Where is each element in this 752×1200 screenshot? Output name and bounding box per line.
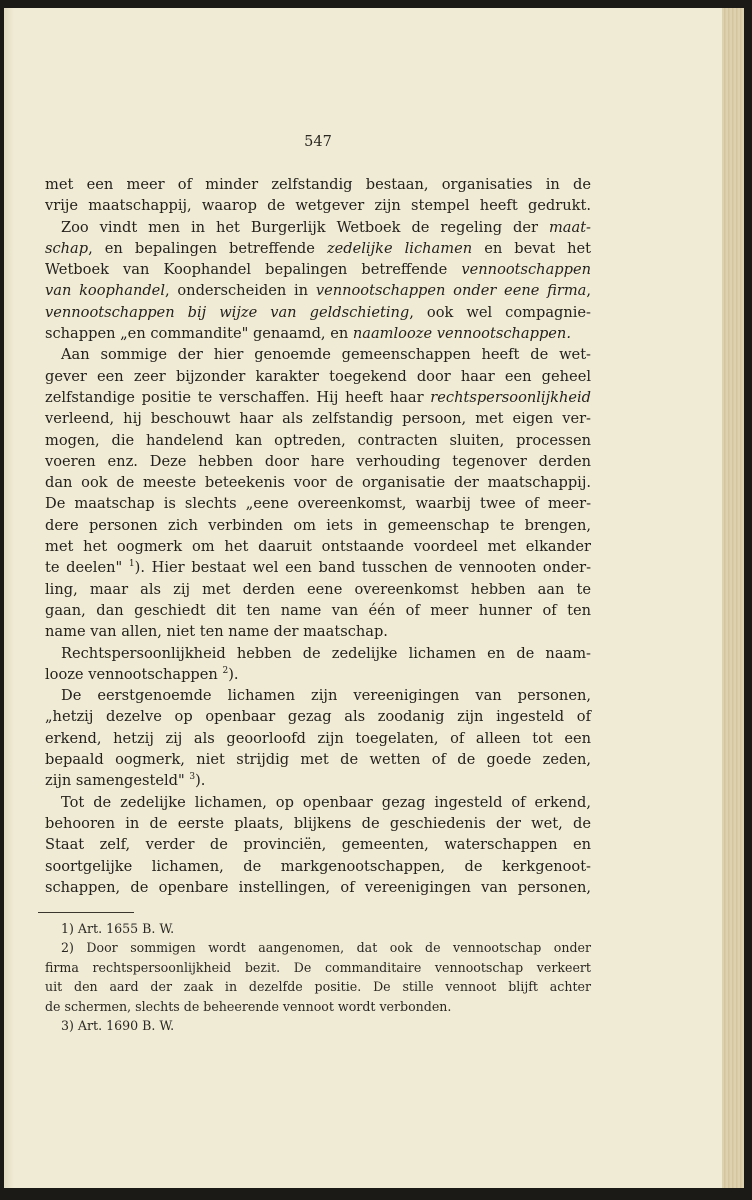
text-line — [45, 664, 591, 685]
text-run: looze vennootschappen — [45, 665, 218, 683]
italic-term: vennootschappen bij wijze van geldschieting — [45, 303, 410, 321]
text-run: schappen „en commandite" genaamd, en — [45, 325, 353, 343]
text-run: ). Hier bestaat wel een band tusschen de vennooten onder- — [134, 559, 592, 577]
footnote-ref[interactable]: 3 — [189, 772, 196, 783]
footnote-ref[interactable]: 2 — [222, 665, 229, 676]
text-line: Aan sommige der hier genoemde gemeenschappen heeft de wet- — [61, 346, 591, 364]
footnote: 3) Art. 1690 B. W. — [61, 1017, 175, 1033]
text-line: gaan, dan geschiedt dit ten name van één of meer hunner of ten — [45, 601, 591, 619]
text-line: dan ook de meeste beteekenis voor de organisatie der maatschappij. — [45, 474, 591, 492]
text-line: met een meer of minder zelfstandig bestaan, organisaties in de — [45, 176, 591, 193]
text-run: zelfstandige positie te verschaffen. Hij heeft haar — [45, 388, 431, 406]
footnote-ref[interactable]: 1 — [128, 559, 135, 570]
text-line — [45, 217, 591, 238]
text-line: erkend, hetzij zij als geoorloofd zijn toegelaten, of alleen tot een — [45, 729, 591, 747]
text-run: Zoo vindt men in het Burgerlijk Wetboek de regeling der — [61, 218, 549, 236]
italic-term: zedelijke lichamen — [326, 239, 473, 257]
text-line — [45, 387, 591, 408]
text-line — [45, 557, 591, 578]
italic-term: vennootschappen — [461, 261, 591, 279]
text-line: dere personen zich verbinden om iets in gemeenschap te brengen, — [45, 516, 591, 534]
text-line: behooren in de eerste plaats, blijkens de geschiedenis der wet, de — [45, 814, 591, 832]
text-line: verleend, hij beschouwt haar als zelfstandig persoon, met eigen ver- — [45, 410, 591, 428]
italic-term: maat- — [548, 218, 591, 236]
text-run: Wetboek van Koophandel bepalingen betreffende — [45, 261, 462, 279]
text-run: , en bepalingen betreffende — [88, 239, 327, 257]
text-run: zijn samengesteld" — [45, 772, 185, 790]
text-line: De eerstgenoemde lichamen zijn vereenigingen van personen, — [61, 687, 591, 705]
text-line: Staat zelf, verder de provinciën, gemeenten, waterschappen en — [45, 836, 591, 854]
footnote: 1) Art. 1655 B. W. — [61, 921, 175, 936]
text-line: soortgelijke lichamen, de markgenootschappen, de kerkgenoot- — [45, 857, 591, 875]
footnote-continuation: uit den aard der zaak in dezelfde positie. De stille vennoot blijft achter — [45, 979, 591, 995]
text-line: De maatschap is slechts „eene overeenkomst, waarbij twee of meer- — [45, 495, 591, 513]
text-line — [45, 238, 591, 259]
italic-term: vennootschappen onder eene firma — [315, 282, 587, 300]
italic-term: naamlooze vennootschappen. — [352, 325, 571, 343]
page-stack-edge — [722, 8, 744, 1188]
text-run: ). — [228, 665, 239, 683]
text-line: Tot de zedelijke lichamen, op openbaar gezag ingesteld of erkend, — [61, 793, 591, 811]
text-line: name van allen, niet ten name der maatschap. — [45, 623, 388, 641]
text-line — [45, 280, 591, 301]
text-run: ). — [195, 772, 206, 790]
text-line: ling, maar als zij met derden eene overeenkomst hebben aan te — [45, 580, 591, 598]
footnote: 2) Door sommigen wordt aangenomen, dat ook de vennootschap onder — [61, 940, 591, 956]
text-run: en bevat het — [472, 239, 592, 257]
text-run: , ook wel compagnie- — [409, 303, 591, 321]
text-run: , — [586, 282, 591, 300]
text-run: , onderscheiden in — [165, 282, 316, 300]
footnote-divider — [38, 912, 134, 913]
footnote-continuation: firma rechtspersoonlijkheid bezit. De commanditaire vennootschap verkeert — [45, 959, 591, 975]
text-line — [45, 770, 591, 791]
italic-term: schap — [45, 239, 89, 257]
text-run: te deelen" — [45, 559, 123, 577]
footnote-continuation: de schermen, slechts de beheerende vennoot wordt verbonden. — [45, 998, 452, 1014]
text-line — [45, 302, 591, 323]
text-line: mogen, die handelend kan optreden, contracten sluiten, processen — [45, 431, 591, 449]
text-line — [45, 323, 591, 344]
text-line: voeren enz. Deze hebben door hare verhouding tegenover derden — [45, 452, 591, 470]
text-line: gever een zeer bijzonder karakter toegekend door haar een geheel — [45, 367, 591, 385]
text-line: bepaald oogmerk, niet strijdig met de wetten of de goede zeden, — [45, 751, 591, 769]
page-gutter-shadow — [4, 8, 14, 1188]
italic-term: rechtspersoonlijkheid — [430, 388, 591, 406]
text-line: schappen, de openbare instellingen, of vereenigingen van personen, — [45, 878, 591, 896]
page-number: 547 — [304, 134, 332, 150]
text-line — [45, 259, 591, 280]
text-line: vrije maatschappij, waarop de wetgever zijn stempel heeft gedrukt. — [45, 197, 591, 215]
text-line: Rechtspersoonlijkheid hebben de zedelijke lichamen en de naam- — [61, 644, 591, 662]
text-line: „hetzij dezelve op openbaar gezag als zoodanig zijn ingesteld of — [45, 708, 591, 726]
body-text — [45, 174, 591, 898]
text-line: met het oogmerk om het daaruit ontstaande voordeel met elkander — [45, 538, 591, 556]
italic-term: van koophandel — [45, 282, 165, 300]
footnotes — [45, 919, 591, 1035]
